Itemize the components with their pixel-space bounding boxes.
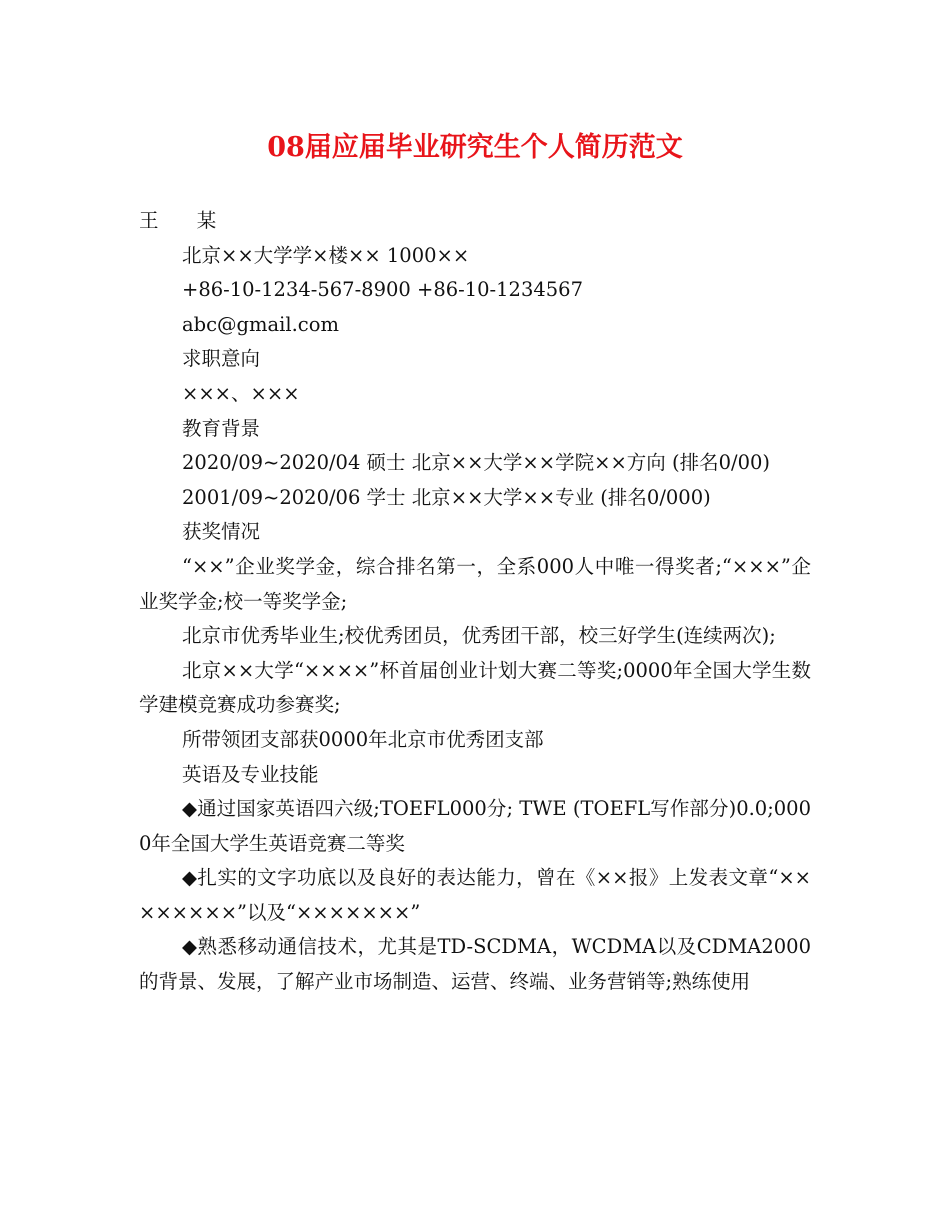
education-entry: 2001/09~2020/06 学士 北京××大学××专业 (排名0/000) bbox=[182, 485, 711, 509]
skill-entry: ◆熟悉移动通信技术，尤其是TD-SCDMA，WCDMA以及CDMA2000的背景、发展，了解产业市场制造、运营、终端、业务营销等;熟练使用 bbox=[139, 935, 811, 994]
skill-entry: ◆通过国家英语四六级;TOEFL000分; TWE (TOEFL写作部分)0.0;0000年全国大学生英语竞赛二等奖 bbox=[139, 797, 811, 855]
skills-heading: 英语及专业技能 bbox=[182, 762, 319, 786]
resume-body bbox=[139, 204, 811, 1000]
award-entry: 北京××大学“××××”杯首届创业计划大赛二等奖;0000年全国大学生数学建模竞赛成功参赛奖; bbox=[139, 658, 811, 717]
skill-entry: ◆扎实的文字功底以及良好的表达能力，曾在《××报》上发表文章“××××××××”以及“×××××××” bbox=[139, 866, 811, 924]
education-entry: 2020/09~2020/04 硕士 北京××大学××学院××方向 (排名0/00) bbox=[182, 451, 770, 475]
objective-value: ×××、××× bbox=[182, 381, 300, 405]
email: abc@gmail.com bbox=[182, 312, 339, 336]
education-heading: 教育背景 bbox=[182, 416, 261, 440]
award-entry: 所带领团支部获0000年北京市优秀团支部 bbox=[182, 727, 544, 751]
address: 北京××大学学×楼×× 1000×× bbox=[182, 243, 470, 267]
awards-heading: 获奖情况 bbox=[182, 520, 261, 544]
phone-numbers: +86-10-1234-567-8900 +86-10-1234567 bbox=[182, 278, 583, 302]
candidate-name: 王 某 bbox=[139, 209, 233, 232]
document-title: 08届应届毕业研究生个人简历范文 bbox=[267, 132, 683, 163]
award-entry: 北京市优秀毕业生;校优秀团员，优秀团干部，校三好学生(连续两次); bbox=[182, 624, 776, 648]
objective-heading: 求职意向 bbox=[182, 347, 261, 371]
award-entry: “××”企业奖学金，综合排名第一，全系000人中唯一得奖者;“×××”企业奖学金;校一等奖学金; bbox=[139, 554, 811, 613]
